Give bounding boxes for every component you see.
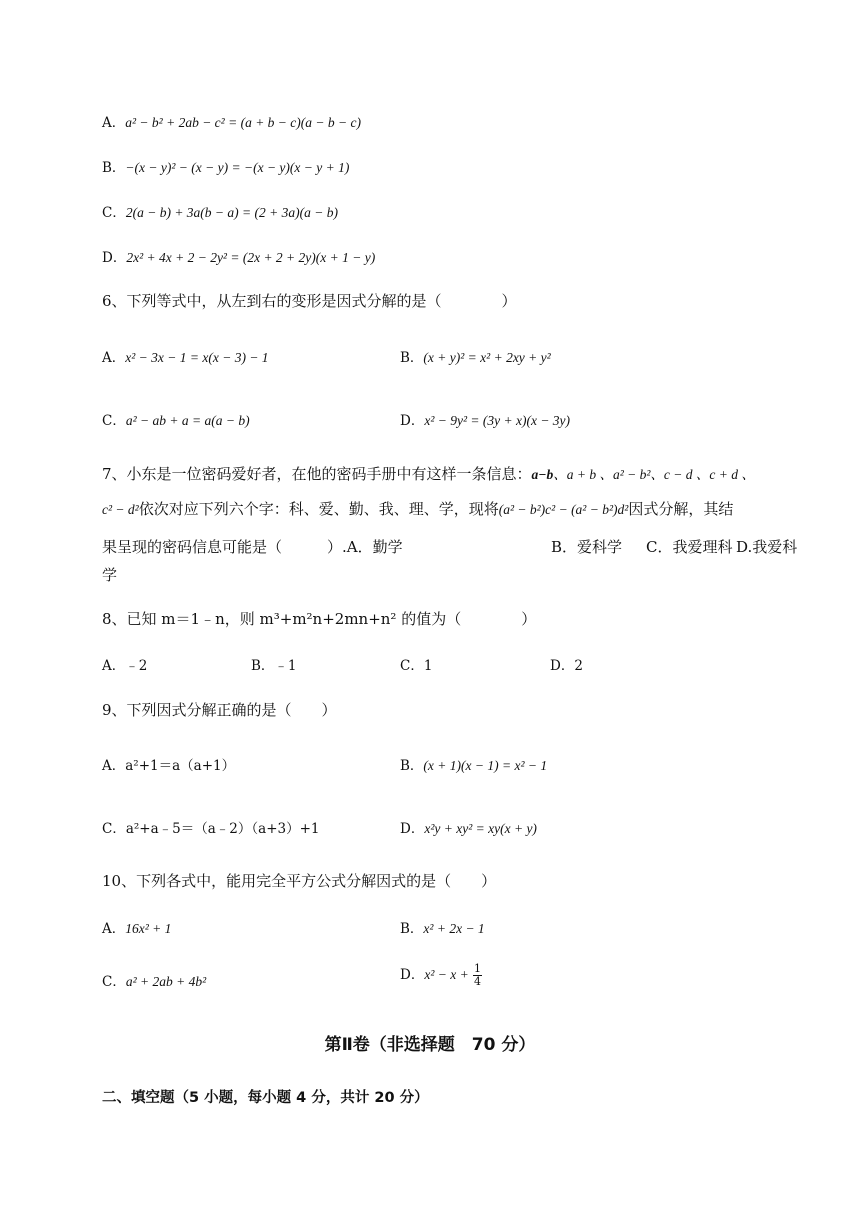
- math-expression: x² − 9y² = (3y + x)(x − 3y): [424, 413, 571, 428]
- option-label: B．: [400, 921, 424, 937]
- q8-stem: 8、已知 m＝1﹣n，则 m³+m²n+2mn+n² 的值为（ ）: [102, 610, 537, 628]
- q8-option-a: A．﹣2: [102, 658, 148, 674]
- math-expression: x² − 3x − 1 = x(x − 3) − 1: [125, 350, 269, 365]
- q8-option-d: D．2: [550, 658, 583, 674]
- math-expression: a² − ab + a = a(a − b): [125, 413, 250, 428]
- q5-option-b: [102, 156, 349, 176]
- q9-option-a: [102, 754, 235, 774]
- q5-option-a: [102, 111, 361, 131]
- math-expression: −(x − y)² − (x − y) = −(x − y)(x − y + 1): [125, 160, 350, 175]
- option-label: A．: [102, 758, 126, 774]
- q6-option-b: [400, 346, 551, 366]
- math-expression: a² − b² + 2ab − c² = (a + b − c)(a − b − c): [125, 115, 361, 130]
- q6-option-a: [102, 346, 269, 366]
- q8-option-c: C．1: [400, 658, 433, 674]
- math-expression: a²+1＝a（a+1）: [125, 758, 236, 774]
- fraction: [473, 963, 482, 988]
- math-expression: a−b: [531, 467, 554, 482]
- q10-option-d: [400, 963, 482, 988]
- option-label: C．: [102, 413, 126, 429]
- option-label: D．: [400, 821, 425, 837]
- option-label: D．: [400, 967, 425, 983]
- math-expression: 16x² + 1: [125, 921, 172, 936]
- math-expression: x²y + xy² = xy(x + y): [424, 821, 537, 836]
- q7-line-1: [102, 463, 755, 484]
- q7-text: 果呈现的密码信息可能是（ ）.: [102, 538, 347, 556]
- q7-line-4: 学: [102, 566, 118, 584]
- q10-stem: 10、下列各式中，能用完全平方公式分解因式的是（ ）: [102, 872, 497, 890]
- option-label: B．: [400, 350, 424, 366]
- q7-option-b: B．爱科学: [551, 538, 623, 556]
- option-label: B．: [400, 758, 424, 774]
- section-title: 第Ⅱ卷（非选择题 70 分）: [324, 1035, 536, 1055]
- q6-option-d: [400, 409, 570, 429]
- q7-option-c: C．我爱理科: [646, 538, 733, 556]
- q7-text: 依次对应下列六个字：科、爱、勤、我、理、学，现将: [138, 500, 499, 518]
- q6-option-c: [102, 409, 250, 429]
- q8-option-b: B．﹣1: [251, 658, 297, 674]
- option-label: A．: [102, 921, 126, 937]
- q7-line-2: [102, 498, 733, 519]
- q9-option-c: [102, 817, 320, 837]
- q9-stem: 9、下列因式分解正确的是（ ）: [102, 701, 337, 719]
- q5-option-d: [102, 246, 375, 266]
- q6-stem: 6、下列等式中，从左到右的变形是因式分解的是（ ）: [102, 292, 517, 310]
- q10-option-a: [102, 917, 171, 937]
- option-label: C．: [102, 821, 126, 837]
- option-label: D．: [400, 413, 425, 429]
- q7-text: 因式分解，其结: [628, 500, 734, 518]
- q7-line-3: [102, 536, 403, 557]
- math-expression: a² + 2ab + 4b²: [125, 974, 207, 989]
- q7-text: 7、小东是一位密码爱好者，在他的密码手册中有这样一条信息：: [102, 465, 532, 483]
- math-expression: x² − x +: [424, 967, 469, 982]
- option-label: D．: [102, 250, 127, 266]
- math-expression: 2x² + 4x + 2 − 2y² = (2x + 2 + 2y)(x + 1 − y): [126, 250, 376, 265]
- q5-option-c: [102, 201, 338, 221]
- math-expression: 、a + b 、a² − b²、c − d 、c + d 、: [553, 467, 755, 482]
- math-expression: 2(a − b) + 3a(b − a) = (2 + 3a)(a − b): [125, 205, 338, 220]
- math-expression: (x + y)² = x² + 2xy + y²: [423, 350, 551, 365]
- q10-option-c: [102, 970, 206, 990]
- option-label: C．: [102, 205, 126, 221]
- option-label: A．: [102, 350, 126, 366]
- math-expression: a²+a﹣5＝（a﹣2）（a+3）+1: [125, 821, 320, 837]
- option-label: A．: [102, 115, 126, 131]
- q7-option-d: D.我爱科: [736, 538, 798, 556]
- math-expression: (x + 1)(x − 1) = x² − 1: [423, 758, 548, 773]
- fraction-numerator: 1: [474, 962, 482, 975]
- fraction-denominator: 4: [474, 975, 482, 988]
- q7-option-a: A．勤学: [346, 538, 403, 556]
- option-label: C．: [102, 974, 126, 990]
- q9-option-b: [400, 754, 547, 774]
- math-expression: x² + 2x − 1: [423, 921, 485, 936]
- section-subtitle: 二、填空题（5 小题，每小题 4 分，共计 20 分）: [102, 1090, 429, 1106]
- option-label: B．: [102, 160, 126, 176]
- q10-option-b: [400, 917, 485, 937]
- q9-option-d: [400, 817, 537, 837]
- math-expression: (a² − b²)c² − (a² − b²)d²: [498, 502, 629, 517]
- math-expression: c² − d²: [102, 502, 139, 517]
